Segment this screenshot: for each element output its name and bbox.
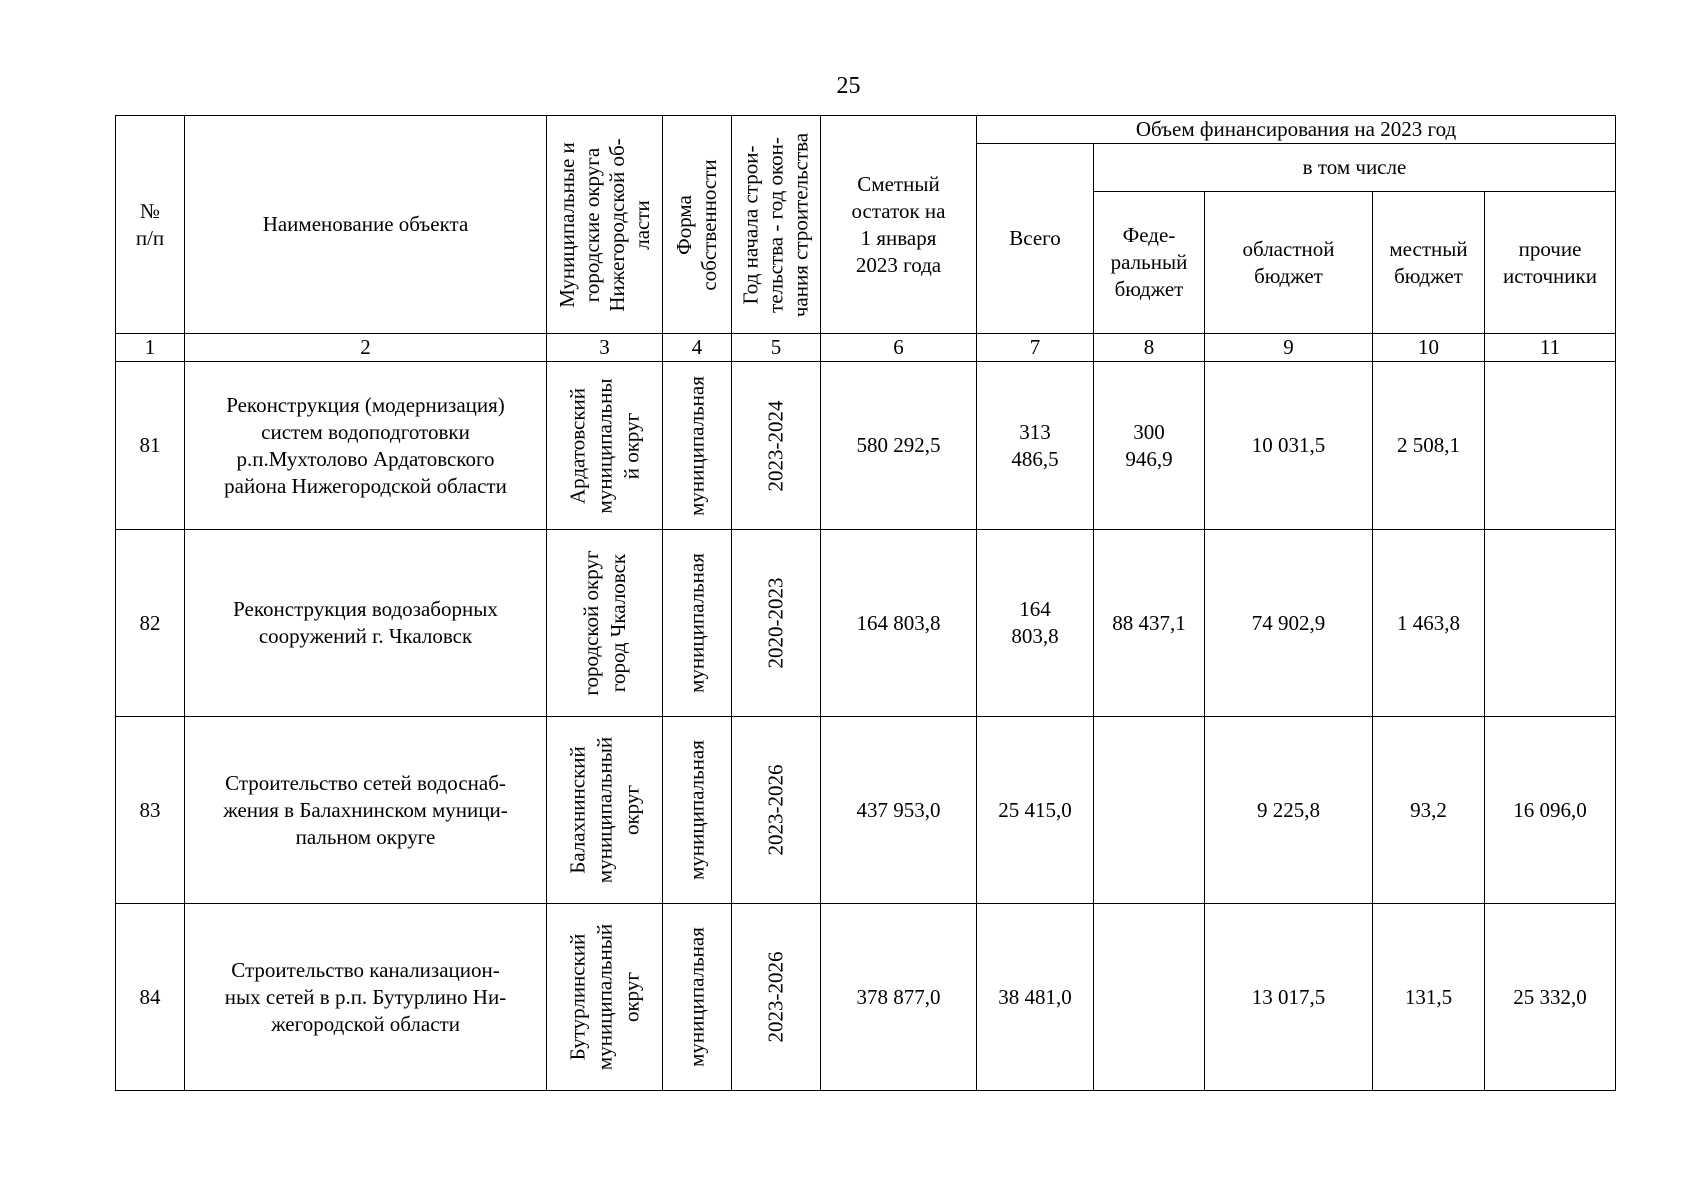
header-federal-text: Феде- ральный бюджет — [1110, 223, 1188, 301]
row-other: 16 096,0 — [1485, 717, 1616, 904]
header-municipality-text: Муниципальные и городские округа Нижегородской об- ласти — [554, 137, 654, 312]
table-row — [116, 530, 1616, 717]
column-number: 2 — [185, 334, 547, 362]
column-number: 11 — [1485, 334, 1616, 362]
row-regional: 13 017,5 — [1205, 904, 1373, 1091]
row-local: 131,5 — [1373, 904, 1485, 1091]
row-municipality-cell — [547, 530, 663, 717]
header-regional-text: областной бюджет — [1242, 236, 1335, 288]
header-including — [1094, 144, 1616, 192]
row-federal: 300 946,9 — [1094, 362, 1205, 530]
row-years: 2023-2024 — [763, 400, 788, 491]
column-number: 8 — [1094, 334, 1205, 362]
column-number: 1 — [116, 334, 185, 362]
row-ownership-cell — [663, 717, 732, 904]
row-municipality: Бутурлинский муниципальный округ — [565, 923, 643, 1071]
column-number: 10 — [1373, 334, 1485, 362]
row-municipality: Балахнинский муниципальный округ — [565, 736, 643, 884]
row-name: Строительство канализацион- ных сетей в р.п. Бутурлино Ни- жегородской области — [185, 904, 547, 1091]
header-other — [1485, 192, 1616, 334]
row-remainder: 378 877,0 — [821, 904, 977, 1091]
row-other — [1485, 362, 1616, 530]
row-municipality: Ардатовский муниципальны й округ — [565, 378, 643, 513]
header-name-text: Наименование объекта — [262, 212, 469, 236]
row-other — [1485, 530, 1616, 717]
row-local: 2 508,1 — [1373, 362, 1485, 530]
column-number: 4 — [663, 334, 732, 362]
row-no: 83 — [116, 717, 185, 904]
row-federal: 88 437,1 — [1094, 530, 1205, 717]
header-no-text: № п/п — [135, 198, 165, 250]
financing-table — [115, 115, 1616, 1091]
row-years: 2023-2026 — [763, 764, 788, 856]
row-name: Строительство сетей водоснаб- жения в Балахнинском муници- пальном округе — [185, 717, 547, 904]
row-municipality-cell — [547, 904, 663, 1091]
column-number: 9 — [1205, 334, 1373, 362]
row-federal — [1094, 717, 1205, 904]
row-total: 25 415,0 — [977, 717, 1094, 904]
header-total-text: Всего — [1009, 226, 1061, 250]
header-local-text: местный бюджет — [1389, 236, 1468, 288]
row-ownership: муниципальная — [684, 375, 709, 516]
header-name — [185, 116, 547, 334]
row-municipality-cell — [547, 717, 663, 904]
row-remainder: 164 803,8 — [821, 530, 977, 717]
column-number: 3 — [547, 334, 663, 362]
row-ownership-cell — [663, 362, 732, 530]
header-no — [116, 116, 185, 334]
column-number-row — [116, 334, 1616, 362]
row-other: 25 332,0 — [1485, 904, 1616, 1091]
header-ownership-text: Форма собственности — [672, 158, 721, 291]
row-regional: 10 031,5 — [1205, 362, 1373, 530]
header-federal — [1094, 192, 1205, 334]
header-regional — [1205, 192, 1373, 334]
row-local: 1 463,8 — [1373, 530, 1485, 717]
row-municipality-cell — [547, 362, 663, 530]
row-years-cell — [732, 717, 821, 904]
row-name: Реконструкция (модернизация) систем водоподготовки р.п.Мухтолово Ардатовского района Нижегородской области — [185, 362, 547, 530]
row-years-cell — [732, 362, 821, 530]
row-years-cell — [732, 904, 821, 1091]
row-ownership: муниципальная — [684, 740, 709, 880]
row-local: 93,2 — [1373, 717, 1485, 904]
header-financing-text: Объем финансирования на 2023 год — [1135, 117, 1457, 141]
header-municipality — [547, 116, 663, 334]
row-municipality: городской округ город Чкаловск — [578, 550, 630, 696]
row-total: 313 486,5 — [977, 362, 1094, 530]
row-federal — [1094, 904, 1205, 1091]
row-years: 2023-2026 — [763, 951, 788, 1043]
row-ownership-cell — [663, 904, 732, 1091]
header-ownership — [663, 116, 732, 334]
header-remainder — [821, 116, 977, 334]
row-regional: 9 225,8 — [1205, 717, 1373, 904]
column-number: 6 — [821, 334, 977, 362]
row-years: 2020-2023 — [763, 577, 788, 669]
header-local — [1373, 192, 1485, 334]
row-remainder: 437 953,0 — [821, 717, 977, 904]
header-remainder-text: Сметный остаток на 1 января 2023 года — [851, 171, 946, 277]
row-ownership-cell — [663, 530, 732, 717]
row-regional: 74 902,9 — [1205, 530, 1373, 717]
header-financing — [977, 116, 1616, 144]
row-remainder: 580 292,5 — [821, 362, 977, 530]
header-other-text: прочие источники — [1503, 236, 1597, 288]
table-row — [116, 717, 1616, 904]
column-number: 7 — [977, 334, 1094, 362]
header-years-text: Год начала строи- тельства - год окон- чания строительства — [738, 132, 813, 317]
row-no: 84 — [116, 904, 185, 1091]
column-number: 5 — [732, 334, 821, 362]
row-no: 81 — [116, 362, 185, 530]
table-row — [116, 362, 1616, 530]
page-number: 25 — [836, 73, 861, 99]
row-ownership: муниципальная — [684, 553, 709, 693]
header-total — [977, 144, 1094, 334]
header-row-top — [116, 116, 1616, 144]
header-years — [732, 116, 821, 334]
row-name: Реконструкция водозаборных сооружений г. Чкаловск — [185, 530, 547, 717]
row-total: 164 803,8 — [977, 530, 1094, 717]
table-row — [116, 904, 1616, 1091]
row-total: 38 481,0 — [977, 904, 1094, 1091]
row-ownership: муниципальная — [684, 927, 709, 1067]
row-no: 82 — [116, 530, 185, 717]
header-including-text: в том числе — [1302, 155, 1407, 179]
row-years-cell — [732, 530, 821, 717]
